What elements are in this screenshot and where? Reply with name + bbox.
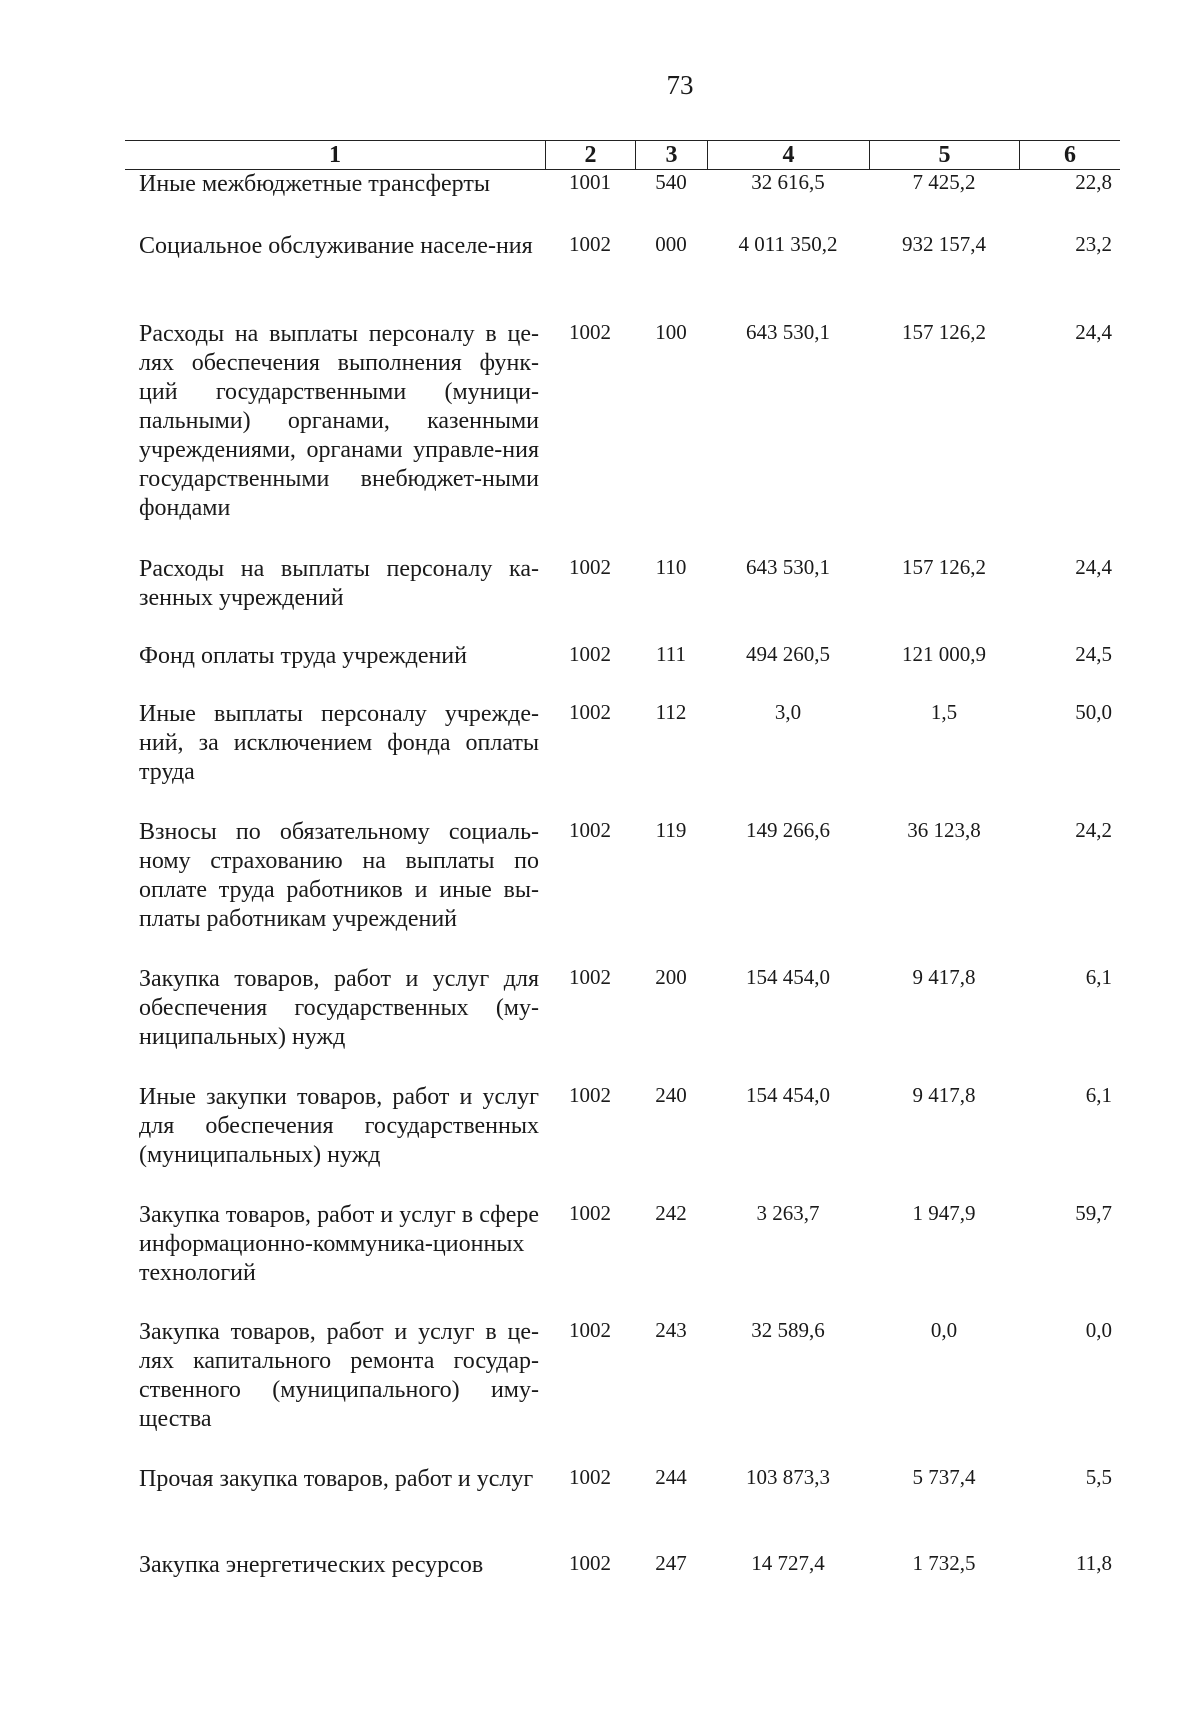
- column-header-6: 6: [1019, 141, 1120, 169]
- cell-actual: 9 417,8: [912, 1083, 976, 1107]
- cell-expense-type: 540: [655, 170, 687, 194]
- cell-expense-type: 119: [655, 818, 687, 842]
- row-description: Иные межбюджетные трансферты: [139, 171, 490, 197]
- cell-expense-type: 110: [655, 555, 687, 579]
- cell-percent: 24,5: [1075, 642, 1112, 666]
- cell-expense-type: 243: [655, 1318, 687, 1342]
- cell-actual: 932 157,4: [902, 232, 986, 256]
- table-header: [125, 140, 1120, 170]
- row-description: Закупка энергетических ресурсов: [139, 1552, 484, 1578]
- row-description: Взносы по обязательному социаль-ному страхованию на выплаты по оплате труда работников и иные вы-платы работникам учреждений: [139, 819, 539, 932]
- cell-actual: 121 000,9: [902, 642, 986, 666]
- cell-actual: 1,5: [930, 700, 958, 724]
- cell-plan: 643 530,1: [746, 555, 830, 579]
- row-description: Закупка товаров, работ и услуг для обеспечения государственных (му-ниципальных) нужд: [139, 966, 539, 1050]
- cell-percent: 24,4: [1075, 555, 1112, 579]
- cell-actual: 9 417,8: [912, 965, 976, 989]
- cell-expense-type: 000: [655, 232, 687, 256]
- cell-expense-type: 112: [655, 700, 687, 724]
- cell-section: 1002: [569, 1465, 611, 1489]
- cell-plan: 643 530,1: [746, 320, 830, 344]
- cell-plan: 103 873,3: [746, 1465, 830, 1489]
- cell-actual: 157 126,2: [902, 555, 986, 579]
- row-description: Прочая закупка товаров, работ и услуг: [139, 1466, 534, 1492]
- cell-percent: 6,1: [1085, 965, 1112, 989]
- cell-percent: 50,0: [1075, 700, 1112, 724]
- row-description: Фонд оплаты труда учреждений: [139, 643, 467, 669]
- cell-expense-type: 111: [656, 642, 686, 666]
- cell-actual: 7 425,2: [912, 170, 976, 194]
- cell-section: 1002: [569, 1201, 611, 1225]
- cell-section: 1002: [569, 555, 611, 579]
- cell-percent: 24,4: [1075, 320, 1112, 344]
- cell-expense-type: 247: [655, 1551, 687, 1575]
- cell-section: 1002: [569, 642, 611, 666]
- row-description: Иные закупки товаров, работ и услуг для обеспечения государственных (муниципальных) нужд: [139, 1084, 539, 1168]
- cell-percent: 11,8: [1076, 1551, 1112, 1575]
- row-description: Закупка товаров, работ и услуг в це-лях капитального ремонта государ-ственного (муниципального) иму-щества: [139, 1319, 539, 1432]
- cell-percent: 22,8: [1075, 170, 1112, 194]
- cell-section: 1002: [569, 700, 611, 724]
- cell-section: 1002: [569, 320, 611, 344]
- cell-expense-type: 100: [655, 320, 687, 344]
- cell-actual: 0,0: [930, 1318, 958, 1342]
- column-header-3: 3: [635, 141, 707, 169]
- row-description: Расходы на выплаты персоналу в це-лях обеспечения выполнения функ-ций государственными (муници-пальными) органами, казенными учреждениями, органами управле-ния государственными внебюджет-ными фондами: [139, 321, 539, 521]
- row-description: Расходы на выплаты персоналу ка-зенных учреждений: [139, 556, 539, 611]
- cell-expense-type: 242: [655, 1201, 687, 1225]
- cell-section: 1002: [569, 1318, 611, 1342]
- cell-actual: 1 732,5: [912, 1551, 976, 1575]
- cell-plan: 494 260,5: [746, 642, 830, 666]
- cell-percent: 59,7: [1075, 1201, 1112, 1225]
- cell-plan: 154 454,0: [746, 965, 830, 989]
- cell-plan: 149 266,6: [746, 818, 830, 842]
- cell-expense-type: 244: [655, 1465, 687, 1489]
- page-number: 73: [666, 70, 694, 100]
- cell-plan: 154 454,0: [746, 1083, 830, 1107]
- cell-actual: 36 123,8: [907, 818, 981, 842]
- cell-plan: 32 616,5: [751, 170, 825, 194]
- cell-actual: 5 737,4: [912, 1465, 976, 1489]
- cell-section: 1002: [569, 1551, 611, 1575]
- column-header-4: 4: [707, 141, 869, 169]
- cell-percent: 0,0: [1085, 1318, 1112, 1342]
- cell-section: 1002: [569, 232, 611, 256]
- cell-actual: 157 126,2: [902, 320, 986, 344]
- cell-plan: 14 727,4: [751, 1551, 825, 1575]
- cell-plan: 3,0: [774, 700, 802, 724]
- cell-percent: 6,1: [1085, 1083, 1112, 1107]
- cell-plan: 32 589,6: [751, 1318, 825, 1342]
- cell-section: 1002: [569, 1083, 611, 1107]
- cell-percent: 5,5: [1085, 1465, 1112, 1489]
- cell-expense-type: 240: [655, 1083, 687, 1107]
- cell-section: 1002: [569, 818, 611, 842]
- cell-actual: 1 947,9: [912, 1201, 976, 1225]
- row-description: Социальное обслуживание населе-ния: [139, 233, 533, 259]
- cell-section: 1001: [569, 170, 611, 194]
- cell-percent: 23,2: [1075, 232, 1112, 256]
- row-description: Иные выплаты персоналу учрежде-ний, за исключением фонда оплаты труда: [139, 701, 539, 785]
- column-header-2: 2: [545, 141, 635, 169]
- cell-section: 1002: [569, 965, 611, 989]
- cell-percent: 24,2: [1075, 818, 1112, 842]
- column-header-5: 5: [869, 141, 1019, 169]
- row-description: Закупка товаров, работ и услуг в сфере информационно-коммуника-ционных технологий: [139, 1202, 539, 1286]
- cell-expense-type: 200: [655, 965, 687, 989]
- column-header-1: 1: [329, 142, 341, 168]
- cell-plan: 4 011 350,2: [738, 232, 838, 256]
- cell-plan: 3 263,7: [756, 1201, 820, 1225]
